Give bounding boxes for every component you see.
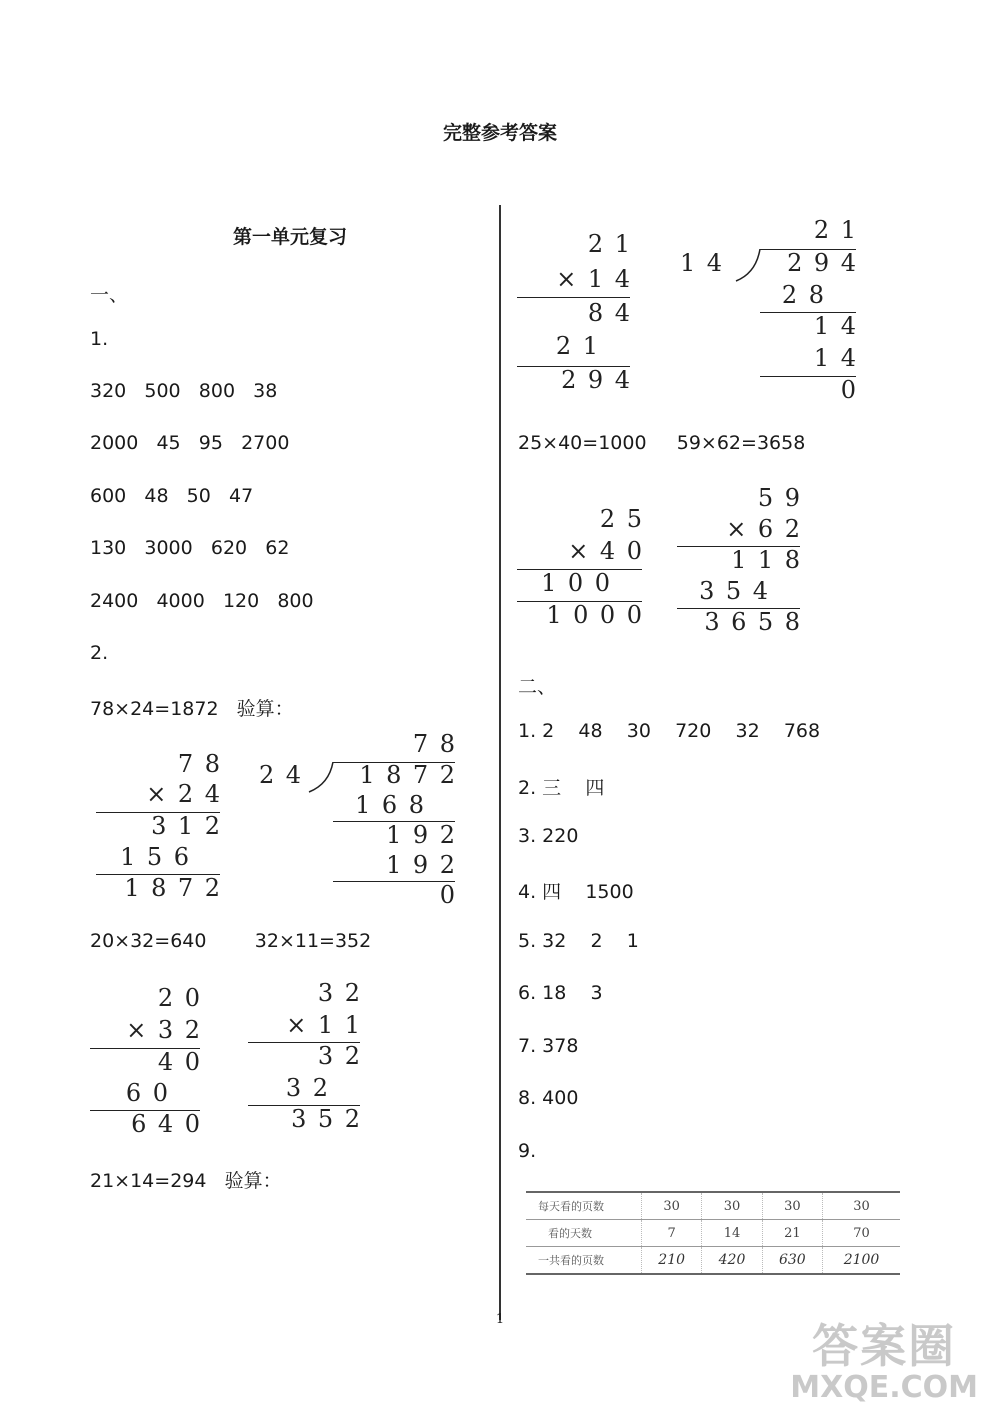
calc-rule <box>517 297 630 298</box>
calc-line: 60 <box>125 1079 180 1107</box>
part2-row: 9. <box>518 1140 537 1162</box>
multiplication-59x62 <box>677 484 812 644</box>
long-division-294-14 <box>680 216 868 406</box>
part2-row: 1. 2 48 30 720 32 768 <box>518 720 821 742</box>
q1-row: 2400 4000 120 800 <box>90 590 314 612</box>
calc-line: 32 <box>317 979 372 1007</box>
calc-line: 40 <box>157 1048 212 1076</box>
calc-rule <box>333 881 455 882</box>
part2-row: 4. 四 1500 <box>518 881 634 903</box>
table-cell: 30 <box>642 1192 702 1220</box>
calc-line: 0 <box>439 881 467 909</box>
calc-line: 0 <box>840 376 868 404</box>
calc-line: ×40 <box>568 537 654 565</box>
table-row-label: 一共看的页数 <box>526 1247 642 1275</box>
calc-line: 21 <box>587 230 642 258</box>
calc-line: 192 <box>386 821 467 849</box>
column-divider <box>499 205 501 1320</box>
calc-line: ×11 <box>286 1011 372 1039</box>
calc-line: 14 <box>680 249 734 277</box>
table-cell: 30 <box>702 1192 762 1220</box>
division-curve <box>734 249 764 283</box>
multiplication-25x40 <box>517 505 654 645</box>
q2-equation: 21×14=294 验算： <box>90 1170 282 1192</box>
calc-line: 312 <box>151 812 232 840</box>
table-cell: 14 <box>702 1220 762 1247</box>
calc-line: ×24 <box>146 780 232 808</box>
multiplication-20x32 <box>90 984 212 1144</box>
calc-line: 3658 <box>704 608 812 636</box>
calc-line: 14 <box>813 344 868 372</box>
multiplication-78x24 <box>96 750 232 910</box>
calc-line: 28 <box>781 281 836 309</box>
calc-line: 168 <box>355 791 436 819</box>
reading-pages-table <box>526 1191 900 1275</box>
calc-line: 294 <box>561 366 642 394</box>
table-cell: 2100 <box>823 1247 900 1275</box>
multiplication-21x14 <box>517 230 642 400</box>
q2-equation: 25×40=1000 59×62=3658 <box>518 432 806 454</box>
part2-label: 二、 <box>518 676 557 698</box>
table-cell: 30 <box>762 1192 822 1220</box>
long-division-1872-24 <box>255 730 467 910</box>
calc-line: 100 <box>541 569 622 597</box>
calc-line: 14 <box>813 312 868 340</box>
table-row <box>526 1192 900 1220</box>
calc-line: 156 <box>120 843 201 871</box>
q1-row: 600 48 50 47 <box>90 485 254 507</box>
table-cell: 210 <box>642 1247 702 1275</box>
page-title: 完整参考答案 <box>442 122 557 144</box>
calc-line: 352 <box>291 1105 372 1133</box>
calc-line: ×14 <box>556 265 642 293</box>
q1-row: 2000 45 95 2700 <box>90 432 290 454</box>
calc-line: 20 <box>157 984 212 1012</box>
calc-line: 354 <box>699 577 780 605</box>
calc-line: 32 <box>317 1042 372 1070</box>
calc-line: 1872 <box>124 874 232 902</box>
part2-row: 8. 400 <box>518 1087 579 1109</box>
q2-equation: 78×24=1872 验算： <box>90 698 294 720</box>
table-cell: 420 <box>702 1247 762 1275</box>
calc-line: 118 <box>731 546 812 574</box>
table-row-label: 看的天数 <box>526 1220 642 1247</box>
part2-row: 6. 18 3 <box>518 982 603 1004</box>
q1-row: 320 500 800 38 <box>90 380 278 402</box>
calc-line: 59 <box>757 484 812 512</box>
page-number: 1 <box>495 1312 505 1327</box>
calc-line: 78 <box>177 750 232 778</box>
calc-line: 24 <box>259 761 313 789</box>
section-title: 第一单元复习 <box>232 226 347 248</box>
calc-line: 1000 <box>546 601 654 629</box>
q2-label: 2. <box>90 642 109 664</box>
watermark-text: 答案圈 <box>812 1319 957 1373</box>
calc-line: 32 <box>285 1074 340 1102</box>
watermark-logo <box>790 1310 978 1405</box>
table-cell: 30 <box>823 1192 900 1220</box>
table-row <box>526 1220 900 1247</box>
calc-line: 640 <box>131 1110 212 1138</box>
part2-row: 7. 378 <box>518 1035 579 1057</box>
table-cell: 21 <box>762 1220 822 1247</box>
table-row <box>526 1247 900 1275</box>
division-curve <box>307 762 337 794</box>
watermark-url: MXQE.COM <box>790 1370 978 1405</box>
calc-line: 192 <box>386 851 467 879</box>
calc-line: 78 <box>412 730 467 758</box>
calc-line: 21 <box>555 332 610 360</box>
calc-line: 1872 <box>359 761 467 789</box>
q2-equation: 20×32=640 32×11=352 <box>90 930 372 952</box>
multiplication-32x11 <box>248 979 372 1139</box>
calc-line: 84 <box>587 299 642 327</box>
calc-line: 25 <box>599 505 654 533</box>
calc-line: ×32 <box>126 1016 212 1044</box>
part2-row: 3. 220 <box>518 825 579 847</box>
q1-row: 130 3000 620 62 <box>90 537 290 559</box>
part2-row: 5. 32 2 1 <box>518 930 639 952</box>
table-cell: 70 <box>823 1220 900 1247</box>
part2-row: 2. 三 四 <box>518 777 605 799</box>
table-cell: 630 <box>762 1247 822 1275</box>
calc-line: ×62 <box>726 515 812 543</box>
calc-line: 294 <box>787 249 868 277</box>
q1-label: 1. <box>90 328 109 350</box>
table-row-label: 每天看的页数 <box>526 1192 642 1220</box>
calc-line: 21 <box>813 216 868 244</box>
part1-label: 一、 <box>90 284 129 306</box>
table-cell: 7 <box>642 1220 702 1247</box>
